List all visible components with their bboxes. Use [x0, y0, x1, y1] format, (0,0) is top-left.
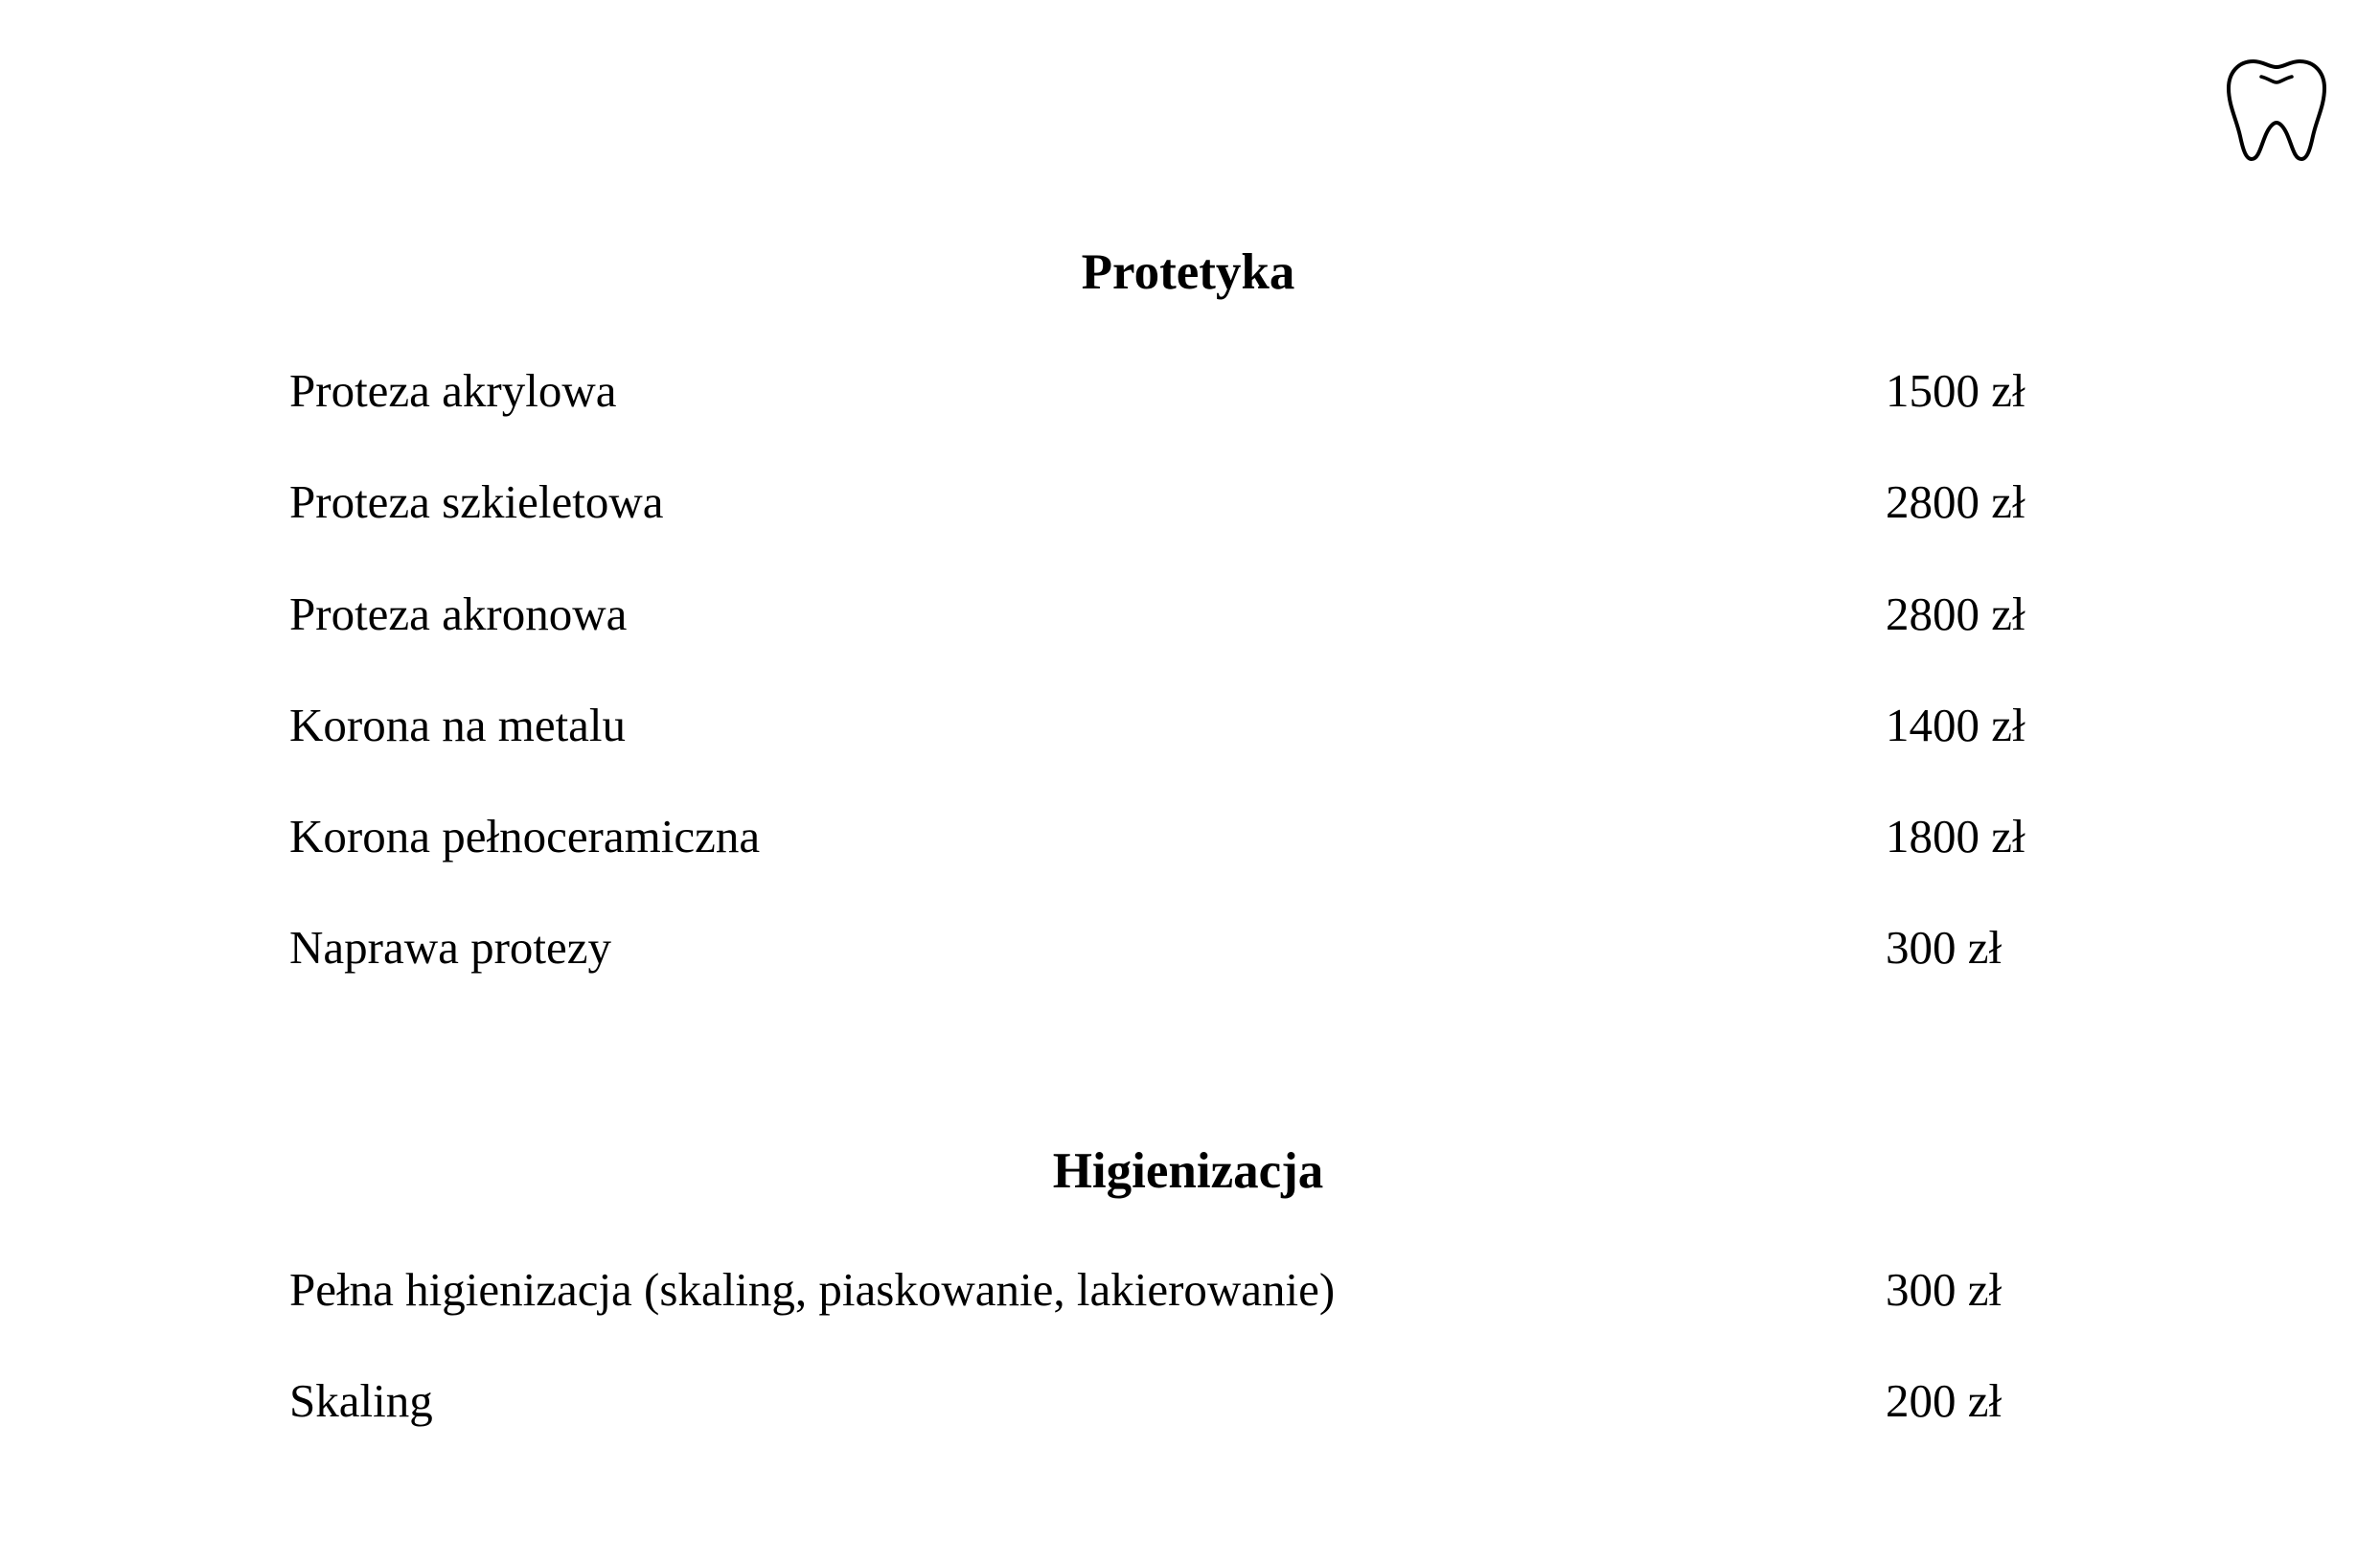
- service-name: Naprawa protezy: [289, 921, 612, 974]
- service-price: 300 zł: [1886, 1263, 2002, 1316]
- service-price: 200 zł: [1886, 1374, 2002, 1427]
- list-item: [289, 808, 2110, 865]
- list-item: [289, 1261, 2110, 1319]
- service-name: Proteza akronowa: [289, 587, 628, 640]
- service-price: 2800 zł: [1886, 475, 2025, 528]
- list-item: [289, 919, 2110, 977]
- service-name: Proteza szkieletowa: [289, 475, 664, 528]
- list-item: [289, 697, 2110, 754]
- service-price: 1400 zł: [1886, 699, 2025, 751]
- section-title-protetyka: Protetyka: [1081, 244, 1295, 300]
- tooth-icon: [2225, 56, 2328, 163]
- service-name: Pełna higienizacja (skaling, piaskowanie, lakierowanie): [289, 1263, 1336, 1316]
- service-price: 1500 zł: [1886, 364, 2025, 417]
- section-title-higienizacja: Higienizacja: [1052, 1143, 1324, 1199]
- service-name: Korona na metalu: [289, 699, 627, 751]
- service-name: Korona pełnoceramiczna: [289, 810, 761, 862]
- list-item: [289, 362, 2110, 420]
- service-name: Proteza akrylowa: [289, 364, 617, 417]
- service-price: 2800 zł: [1886, 587, 2025, 640]
- service-price: 300 zł: [1886, 921, 2002, 974]
- service-name: Skaling: [289, 1374, 433, 1427]
- list-item: [289, 473, 2110, 531]
- service-price: 1800 zł: [1886, 810, 2025, 862]
- list-item: [289, 1372, 2110, 1430]
- list-item: [289, 586, 2110, 643]
